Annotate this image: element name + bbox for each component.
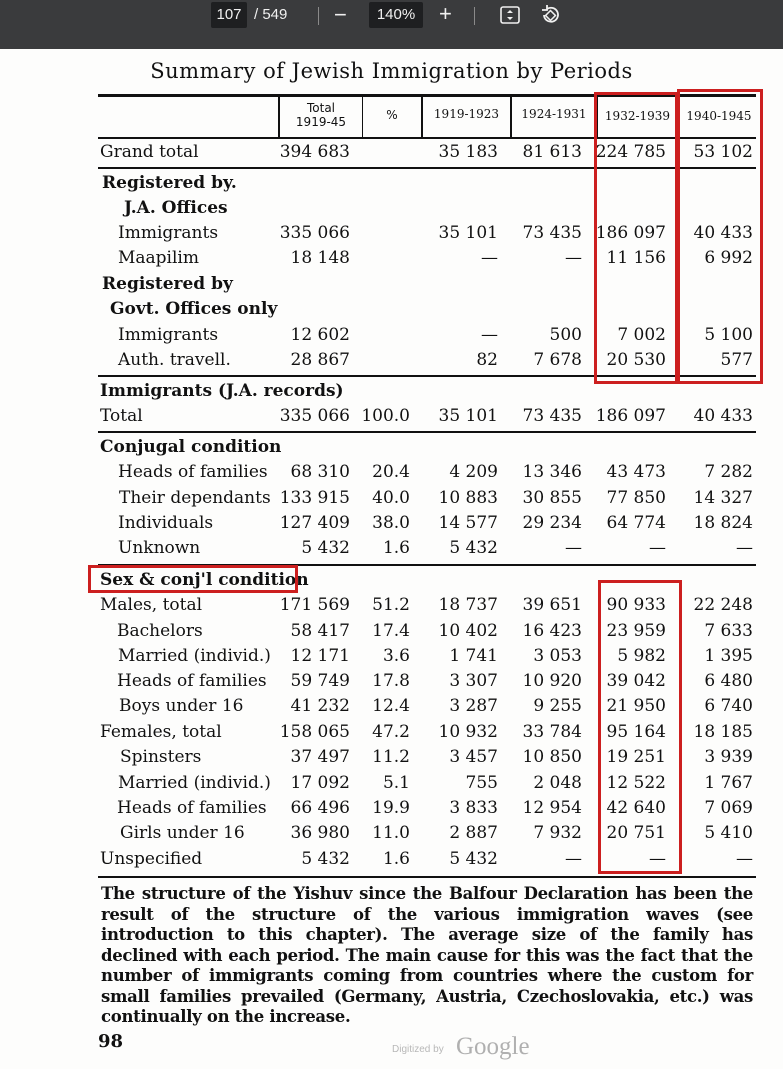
row-label: Boys under 16 bbox=[119, 696, 244, 716]
row-label: Immigrants bbox=[118, 223, 219, 243]
table-cell: 4 209 bbox=[449, 462, 498, 482]
separator bbox=[318, 7, 319, 25]
table-cell: 10 920 bbox=[522, 671, 582, 691]
table-cell: 1 395 bbox=[704, 646, 753, 666]
table-cell: 7 069 bbox=[704, 798, 753, 818]
table-cell: — bbox=[565, 538, 582, 558]
table-cell: 20 530 bbox=[606, 350, 666, 370]
row-label: Bachelors bbox=[117, 621, 203, 641]
table-cell: 3 457 bbox=[449, 747, 498, 767]
table-cell: 41 232 bbox=[290, 696, 350, 716]
table-cell: 2 048 bbox=[533, 773, 582, 793]
table-cell: 7 633 bbox=[704, 621, 753, 641]
table-cell: 11.2 bbox=[372, 747, 410, 767]
table-cell: 68 310 bbox=[290, 462, 350, 482]
table-cell: 13 346 bbox=[522, 462, 582, 482]
table-cell: — bbox=[736, 538, 753, 558]
table-cell: 82 bbox=[476, 350, 498, 370]
table-cell: 30 855 bbox=[522, 488, 582, 508]
table-cell: 6 992 bbox=[704, 248, 753, 268]
fit-page-icon bbox=[499, 4, 521, 26]
table-cell: 1 767 bbox=[704, 773, 753, 793]
table-cell: 171 569 bbox=[279, 595, 350, 615]
table-cell: 36 980 bbox=[290, 823, 350, 843]
table-cell: 100.0 bbox=[361, 406, 410, 426]
section-heading: Registered by bbox=[102, 274, 233, 294]
table-cell: 10 850 bbox=[522, 747, 582, 767]
page-number: 98 bbox=[98, 1031, 124, 1052]
table-cell: 755 bbox=[465, 773, 498, 793]
table-cell: 5 410 bbox=[704, 823, 753, 843]
table-cell: 3 307 bbox=[449, 671, 498, 691]
table-cell: 21 950 bbox=[606, 696, 666, 716]
table-cell: 16 423 bbox=[522, 621, 582, 641]
table-cell: 11 156 bbox=[606, 248, 666, 268]
header-period-4: 1940-1945 bbox=[686, 109, 752, 123]
table-cell: 18 148 bbox=[290, 248, 350, 268]
header-period-3: 1932-1939 bbox=[604, 109, 671, 123]
table-cell: 51.2 bbox=[372, 595, 410, 615]
table-cell: 12 171 bbox=[290, 646, 350, 666]
row-label: Auth. travell. bbox=[118, 350, 231, 370]
highlight-box-1940-1945 bbox=[677, 89, 763, 384]
table-cell: 37 497 bbox=[290, 747, 350, 767]
table-cell: 35 101 bbox=[438, 223, 498, 243]
row-label: Maapilim bbox=[118, 248, 199, 268]
section-rule bbox=[98, 431, 756, 433]
table-cell: 18 824 bbox=[693, 513, 753, 533]
table-cell: 9 255 bbox=[533, 696, 582, 716]
table-cell: 28 867 bbox=[290, 350, 350, 370]
table-cell: 39 042 bbox=[606, 671, 666, 691]
table-cell: 1.6 bbox=[382, 849, 410, 869]
header-total-years: 1919-45 bbox=[295, 115, 347, 129]
table-cell: 95 164 bbox=[606, 722, 666, 742]
watermark-text: Digitized by bbox=[392, 1044, 444, 1055]
table-cell: 19.9 bbox=[372, 798, 410, 818]
table-cell: 3 053 bbox=[533, 646, 582, 666]
watermark-logo: Google bbox=[456, 1033, 530, 1060]
table-cell: 10 883 bbox=[438, 488, 498, 508]
table-cell: 127 409 bbox=[279, 513, 350, 533]
table-cell: 42 640 bbox=[606, 798, 666, 818]
table-cell: 12 602 bbox=[290, 325, 350, 345]
table-cell: 577 bbox=[720, 350, 753, 370]
table-cell: 73 435 bbox=[522, 406, 582, 426]
table-cell: 7 282 bbox=[704, 462, 753, 482]
table-cell: 20 751 bbox=[606, 823, 666, 843]
table-cell: 38.0 bbox=[372, 513, 410, 533]
row-label: Heads of families bbox=[118, 462, 268, 482]
table-bottom-rule bbox=[98, 876, 756, 878]
rotate-icon bbox=[538, 3, 562, 27]
separator bbox=[474, 7, 475, 25]
table-cell: 47.2 bbox=[372, 722, 410, 742]
highlight-box-1932-1939 bbox=[594, 92, 678, 384]
table-cell: — bbox=[565, 849, 582, 869]
zoom-level-input[interactable]: 140% bbox=[369, 2, 423, 28]
rotate-button[interactable] bbox=[538, 3, 562, 27]
table-cell: 335 066 bbox=[279, 406, 350, 426]
body-paragraph: The structure of the Yishuv since the Balfour Declaration has been the result of the structure of the various immigration waves (see introduction to this chapter). The average size of the family has declined with each period. The main cause for this was the fact that the number of immigrants coming from countries where the custom for small families prevailed (Germany, Austria, Czechoslovakia, etc.) was continually on the increase. bbox=[101, 884, 753, 1026]
table-cell: 43 473 bbox=[606, 462, 666, 482]
table-cell: 40.0 bbox=[372, 488, 410, 508]
table-cell: 39 651 bbox=[522, 595, 582, 615]
table-cell: 3 833 bbox=[449, 798, 498, 818]
table-cell: 35 183 bbox=[438, 142, 498, 162]
page-title: Summary of Jewish Immigration by Periods bbox=[150, 59, 633, 83]
row-label: Total bbox=[100, 406, 143, 426]
page-total: / 549 bbox=[254, 6, 288, 23]
row-label: Girls under 16 bbox=[120, 823, 245, 843]
table-cell: 12 522 bbox=[606, 773, 666, 793]
table-cell: 5 432 bbox=[449, 538, 498, 558]
table-cell: 58 417 bbox=[290, 621, 350, 641]
row-label: Grand total bbox=[100, 142, 199, 162]
table-cell: 35 101 bbox=[438, 406, 498, 426]
header-total-label: Total bbox=[306, 101, 336, 115]
table-cell: 59 749 bbox=[290, 671, 350, 691]
table-cell: 53 102 bbox=[693, 142, 753, 162]
row-label: Heads of families bbox=[117, 671, 267, 691]
table-cell: — bbox=[481, 248, 498, 268]
table-cell: 5 432 bbox=[449, 849, 498, 869]
row-label: Males, total bbox=[100, 595, 203, 615]
table-cell: 158 065 bbox=[279, 722, 350, 742]
table-cell: 81 613 bbox=[522, 142, 582, 162]
table-cell: 3.6 bbox=[382, 646, 410, 666]
table-cell: 77 850 bbox=[606, 488, 666, 508]
table-cell: 23 959 bbox=[606, 621, 666, 641]
page-number-input[interactable]: 107 bbox=[211, 2, 247, 28]
table-cell: 33 784 bbox=[522, 722, 582, 742]
table-cell: 17 092 bbox=[290, 773, 350, 793]
table-cell: 5 100 bbox=[704, 325, 753, 345]
table-cell: 133 915 bbox=[279, 488, 350, 508]
header-period-2: 1924-1931 bbox=[521, 107, 587, 121]
table-cell: 5 432 bbox=[301, 538, 350, 558]
table-cell: 500 bbox=[549, 325, 582, 345]
row-label: Their dependants bbox=[119, 488, 271, 508]
table-cell: 90 933 bbox=[606, 595, 666, 615]
table-cell: 18 737 bbox=[438, 595, 498, 615]
row-label: Unspecified bbox=[100, 849, 203, 869]
viewer-toolbar bbox=[0, 0, 783, 49]
table-cell: 3 939 bbox=[704, 747, 753, 767]
row-label: Females, total bbox=[100, 722, 222, 742]
table-cell: 5 432 bbox=[301, 849, 350, 869]
table-cell: 186 097 bbox=[595, 406, 666, 426]
section-heading: Sex & conj'l condition bbox=[100, 570, 309, 590]
table-cell: 11.0 bbox=[372, 823, 410, 843]
table-cell: 1.6 bbox=[382, 538, 410, 558]
table-cell: 10 932 bbox=[438, 722, 498, 742]
table-cell: 335 066 bbox=[279, 223, 350, 243]
table-cell: — bbox=[481, 325, 498, 345]
table-cell: — bbox=[649, 849, 666, 869]
table-cell: 14 327 bbox=[693, 488, 753, 508]
table-cell: — bbox=[649, 538, 666, 558]
header-total bbox=[280, 101, 362, 129]
table-cell: 224 785 bbox=[595, 142, 666, 162]
table-cell: 73 435 bbox=[522, 223, 582, 243]
section-heading: J.A. Offices bbox=[124, 198, 228, 218]
table-cell: 2 887 bbox=[449, 823, 498, 843]
table-cell: 10 402 bbox=[438, 621, 498, 641]
row-label: Immigrants bbox=[118, 325, 219, 345]
table-cell: 3 287 bbox=[449, 696, 498, 716]
table-cell: 1 741 bbox=[449, 646, 498, 666]
table-cell: 18 185 bbox=[693, 722, 753, 742]
table-cell: 66 496 bbox=[290, 798, 350, 818]
section-heading: Conjugal condition bbox=[100, 437, 282, 457]
section-heading: Govt. Offices only bbox=[110, 299, 278, 319]
table-cell: 40 433 bbox=[693, 223, 753, 243]
table-cell: 64 774 bbox=[606, 513, 666, 533]
table-cell: 22 248 bbox=[693, 595, 753, 615]
row-label: Individuals bbox=[118, 513, 214, 533]
table-cell: — bbox=[736, 849, 753, 869]
header-percent: % bbox=[386, 108, 398, 122]
table-cell: 12.4 bbox=[372, 696, 410, 716]
row-label: Married (individ.) bbox=[118, 773, 271, 793]
table-cell: 7 002 bbox=[617, 325, 666, 345]
row-label: Unknown bbox=[118, 538, 201, 558]
table-cell: 19 251 bbox=[606, 747, 666, 767]
table-cell: 17.8 bbox=[372, 671, 410, 691]
highlight-box-1932-1939-sex bbox=[598, 580, 682, 874]
table-cell: 12 954 bbox=[522, 798, 582, 818]
table-cell: 394 683 bbox=[279, 142, 350, 162]
header-period-1: 1919-1923 bbox=[433, 107, 500, 121]
table-cell: — bbox=[565, 248, 582, 268]
zoom-out-button[interactable]: − bbox=[334, 2, 347, 27]
zoom-in-button[interactable]: + bbox=[439, 1, 452, 26]
section-heading: Immigrants (J.A. records) bbox=[100, 381, 344, 401]
row-label: Married (individ.) bbox=[118, 646, 271, 666]
table-cell: 40 433 bbox=[693, 406, 753, 426]
table-cell: 6 480 bbox=[704, 671, 753, 691]
table-cell: 20.4 bbox=[372, 462, 410, 482]
table-cell: 7 932 bbox=[533, 823, 582, 843]
table-cell: 6 740 bbox=[704, 696, 753, 716]
table-cell: 29 234 bbox=[522, 513, 582, 533]
table-cell: 17.4 bbox=[372, 621, 410, 641]
section-heading: Registered by. bbox=[102, 173, 237, 193]
table-cell: 5.1 bbox=[382, 773, 410, 793]
highlight-box-sex-conj-condition bbox=[88, 565, 298, 593]
table-cell: 14 577 bbox=[438, 513, 498, 533]
row-label: Heads of families bbox=[117, 798, 267, 818]
fit-page-button[interactable] bbox=[499, 4, 521, 26]
table-cell: 7 678 bbox=[533, 350, 582, 370]
table-cell: 186 097 bbox=[595, 223, 666, 243]
table-cell: 5 982 bbox=[617, 646, 666, 666]
row-label: Spinsters bbox=[120, 747, 202, 767]
